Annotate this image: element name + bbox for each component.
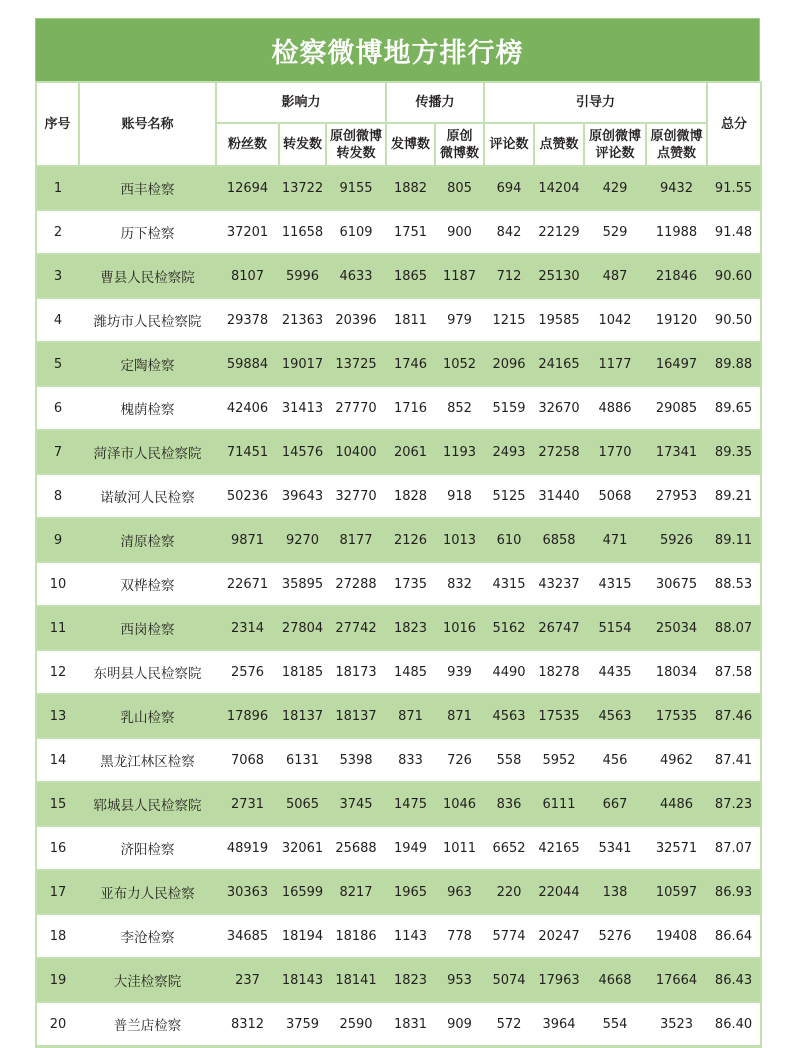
cell-reposts: 18137 xyxy=(279,694,326,738)
cell-comments: 4563 xyxy=(484,694,534,738)
cell-rank: 7 xyxy=(36,430,79,474)
cell-original-comments: 471 xyxy=(584,518,646,562)
cell-original-reposts: 18173 xyxy=(326,650,386,694)
cell-original-posts: 963 xyxy=(435,870,484,914)
cell-likes: 6111 xyxy=(534,782,584,826)
cell-reposts: 31413 xyxy=(279,386,326,430)
cell-fans: 59884 xyxy=(216,342,279,386)
cell-original-comments: 4315 xyxy=(584,562,646,606)
cell-original-reposts: 18186 xyxy=(326,914,386,958)
header-original-posts-line2: 微博数 xyxy=(440,145,480,161)
cell-posts: 1831 xyxy=(386,1002,435,1047)
cell-likes: 18278 xyxy=(534,650,584,694)
cell-original-posts: 1013 xyxy=(435,518,484,562)
cell-original-comments: 5154 xyxy=(584,606,646,650)
cell-original-posts: 939 xyxy=(435,650,484,694)
cell-posts: 1828 xyxy=(386,474,435,518)
header-original-likes xyxy=(646,123,707,166)
cell-likes: 5952 xyxy=(534,738,584,782)
cell-original-reposts: 9155 xyxy=(326,166,386,210)
cell-original-posts: 1052 xyxy=(435,342,484,386)
cell-reposts: 18185 xyxy=(279,650,326,694)
cell-original-likes: 3523 xyxy=(646,1002,707,1047)
cell-reposts: 21363 xyxy=(279,298,326,342)
cell-total-score: 86.40 xyxy=(707,1002,761,1047)
table-row xyxy=(36,782,761,826)
cell-comments: 5159 xyxy=(484,386,534,430)
cell-posts: 1811 xyxy=(386,298,435,342)
cell-likes: 3964 xyxy=(534,1002,584,1047)
cell-account-name: 乳山检察 xyxy=(79,694,216,738)
cell-original-posts: 852 xyxy=(435,386,484,430)
cell-total-score: 89.11 xyxy=(707,518,761,562)
cell-original-comments: 1042 xyxy=(584,298,646,342)
table-row xyxy=(36,694,761,738)
cell-fans: 17896 xyxy=(216,694,279,738)
cell-likes: 14204 xyxy=(534,166,584,210)
cell-original-likes: 17664 xyxy=(646,958,707,1002)
cell-rank: 4 xyxy=(36,298,79,342)
cell-original-posts: 918 xyxy=(435,474,484,518)
cell-total-score: 86.64 xyxy=(707,914,761,958)
cell-fans: 34685 xyxy=(216,914,279,958)
cell-likes: 43237 xyxy=(534,562,584,606)
cell-account-name: 双桦检察 xyxy=(79,562,216,606)
cell-rank: 10 xyxy=(36,562,79,606)
table-row xyxy=(36,914,761,958)
cell-original-posts: 900 xyxy=(435,210,484,254)
table-row xyxy=(36,342,761,386)
cell-account-name: 曹县人民检察院 xyxy=(79,254,216,298)
cell-original-posts: 1193 xyxy=(435,430,484,474)
cell-original-likes: 9432 xyxy=(646,166,707,210)
cell-comments: 610 xyxy=(484,518,534,562)
cell-total-score: 86.93 xyxy=(707,870,761,914)
cell-reposts: 18194 xyxy=(279,914,326,958)
cell-account-name: 郓城县人民检察院 xyxy=(79,782,216,826)
header-posts: 发博数 xyxy=(386,123,435,166)
header-account-name: 账号名称 xyxy=(79,82,216,166)
cell-posts: 871 xyxy=(386,694,435,738)
cell-original-comments: 487 xyxy=(584,254,646,298)
header-original-likes-line2: 点赞数 xyxy=(657,145,697,161)
cell-original-posts: 1187 xyxy=(435,254,484,298)
cell-original-likes: 19120 xyxy=(646,298,707,342)
cell-original-reposts: 20396 xyxy=(326,298,386,342)
cell-account-name: 济阳检察 xyxy=(79,826,216,870)
header-likes: 点赞数 xyxy=(534,123,584,166)
cell-total-score: 89.65 xyxy=(707,386,761,430)
cell-original-reposts: 2590 xyxy=(326,1002,386,1047)
cell-fans: 29378 xyxy=(216,298,279,342)
cell-account-name: 李沧检察 xyxy=(79,914,216,958)
cell-account-name: 菏泽市人民检察院 xyxy=(79,430,216,474)
cell-fans: 8107 xyxy=(216,254,279,298)
header-total: 总分 xyxy=(707,82,761,166)
cell-comments: 842 xyxy=(484,210,534,254)
cell-comments: 1215 xyxy=(484,298,534,342)
table-row xyxy=(36,210,761,254)
title-bar xyxy=(35,18,760,81)
cell-posts: 833 xyxy=(386,738,435,782)
cell-posts: 1485 xyxy=(386,650,435,694)
cell-reposts: 14576 xyxy=(279,430,326,474)
page-title: 检察微博地方排行榜 xyxy=(271,37,524,69)
cell-original-reposts: 32770 xyxy=(326,474,386,518)
cell-total-score: 91.55 xyxy=(707,166,761,210)
cell-rank: 6 xyxy=(36,386,79,430)
cell-fans: 71451 xyxy=(216,430,279,474)
cell-original-posts: 1046 xyxy=(435,782,484,826)
cell-posts: 1751 xyxy=(386,210,435,254)
cell-fans: 30363 xyxy=(216,870,279,914)
cell-reposts: 5996 xyxy=(279,254,326,298)
table-row xyxy=(36,562,761,606)
cell-account-name: 清原检察 xyxy=(79,518,216,562)
cell-original-likes: 32571 xyxy=(646,826,707,870)
ranking-board xyxy=(35,18,760,1048)
cell-likes: 31440 xyxy=(534,474,584,518)
cell-fans: 22671 xyxy=(216,562,279,606)
cell-reposts: 35895 xyxy=(279,562,326,606)
cell-posts: 1823 xyxy=(386,606,435,650)
cell-original-likes: 4486 xyxy=(646,782,707,826)
cell-original-reposts: 25688 xyxy=(326,826,386,870)
cell-original-likes: 29085 xyxy=(646,386,707,430)
cell-account-name: 大洼检察院 xyxy=(79,958,216,1002)
cell-rank: 3 xyxy=(36,254,79,298)
header-reposts: 转发数 xyxy=(279,123,326,166)
cell-original-likes: 16497 xyxy=(646,342,707,386)
table-row xyxy=(36,958,761,1002)
cell-account-name: 定陶检察 xyxy=(79,342,216,386)
cell-original-comments: 1177 xyxy=(584,342,646,386)
table-row xyxy=(36,826,761,870)
cell-original-posts: 953 xyxy=(435,958,484,1002)
cell-account-name: 西岗检察 xyxy=(79,606,216,650)
cell-comments: 4315 xyxy=(484,562,534,606)
cell-posts: 2126 xyxy=(386,518,435,562)
cell-rank: 15 xyxy=(36,782,79,826)
cell-comments: 572 xyxy=(484,1002,534,1047)
cell-original-reposts: 6109 xyxy=(326,210,386,254)
cell-total-score: 86.43 xyxy=(707,958,761,1002)
cell-posts: 1143 xyxy=(386,914,435,958)
cell-fans: 7068 xyxy=(216,738,279,782)
header-group-influence: 影响力 xyxy=(216,82,386,123)
cell-fans: 2731 xyxy=(216,782,279,826)
header-fans: 粉丝数 xyxy=(216,123,279,166)
cell-reposts: 5065 xyxy=(279,782,326,826)
cell-comments: 5774 xyxy=(484,914,534,958)
cell-rank: 8 xyxy=(36,474,79,518)
cell-likes: 25130 xyxy=(534,254,584,298)
header-original-reposts-line2: 转发数 xyxy=(336,145,376,161)
cell-original-posts: 832 xyxy=(435,562,484,606)
cell-account-name: 东明县人民检察院 xyxy=(79,650,216,694)
cell-rank: 17 xyxy=(36,870,79,914)
cell-rank: 2 xyxy=(36,210,79,254)
cell-fans: 2314 xyxy=(216,606,279,650)
cell-original-posts: 909 xyxy=(435,1002,484,1047)
cell-rank: 11 xyxy=(36,606,79,650)
cell-reposts: 27804 xyxy=(279,606,326,650)
cell-original-likes: 21846 xyxy=(646,254,707,298)
cell-account-name: 诺敏河人民检察 xyxy=(79,474,216,518)
cell-original-reposts: 4633 xyxy=(326,254,386,298)
cell-reposts: 19017 xyxy=(279,342,326,386)
table-row xyxy=(36,870,761,914)
cell-comments: 2493 xyxy=(484,430,534,474)
cell-likes: 24165 xyxy=(534,342,584,386)
cell-fans: 9871 xyxy=(216,518,279,562)
cell-original-comments: 554 xyxy=(584,1002,646,1047)
cell-original-comments: 667 xyxy=(584,782,646,826)
cell-rank: 12 xyxy=(36,650,79,694)
cell-reposts: 11658 xyxy=(279,210,326,254)
cell-posts: 2061 xyxy=(386,430,435,474)
cell-original-likes: 17535 xyxy=(646,694,707,738)
cell-comments: 4490 xyxy=(484,650,534,694)
cell-original-posts: 778 xyxy=(435,914,484,958)
cell-total-score: 87.07 xyxy=(707,826,761,870)
header-original-posts xyxy=(435,123,484,166)
cell-original-posts: 1016 xyxy=(435,606,484,650)
table-row xyxy=(36,430,761,474)
cell-account-name: 西丰检察 xyxy=(79,166,216,210)
cell-posts: 1475 xyxy=(386,782,435,826)
cell-total-score: 90.50 xyxy=(707,298,761,342)
header-original-comments-line2: 评论数 xyxy=(595,145,635,161)
cell-rank: 19 xyxy=(36,958,79,1002)
cell-original-reposts: 3745 xyxy=(326,782,386,826)
cell-likes: 42165 xyxy=(534,826,584,870)
cell-comments: 220 xyxy=(484,870,534,914)
header-rank: 序号 xyxy=(36,82,79,166)
cell-total-score: 88.07 xyxy=(707,606,761,650)
header-original-comments xyxy=(584,123,646,166)
cell-original-comments: 138 xyxy=(584,870,646,914)
cell-comments: 6652 xyxy=(484,826,534,870)
cell-comments: 5125 xyxy=(484,474,534,518)
cell-original-likes: 19408 xyxy=(646,914,707,958)
cell-original-reposts: 8177 xyxy=(326,518,386,562)
cell-comments: 694 xyxy=(484,166,534,210)
cell-original-reposts: 10400 xyxy=(326,430,386,474)
cell-total-score: 90.60 xyxy=(707,254,761,298)
cell-original-comments: 429 xyxy=(584,166,646,210)
cell-posts: 1735 xyxy=(386,562,435,606)
table-row xyxy=(36,518,761,562)
cell-comments: 712 xyxy=(484,254,534,298)
cell-original-reposts: 27770 xyxy=(326,386,386,430)
cell-likes: 22044 xyxy=(534,870,584,914)
header-comments: 评论数 xyxy=(484,123,534,166)
cell-original-likes: 10597 xyxy=(646,870,707,914)
cell-comments: 836 xyxy=(484,782,534,826)
cell-original-comments: 1770 xyxy=(584,430,646,474)
cell-total-score: 89.21 xyxy=(707,474,761,518)
cell-fans: 50236 xyxy=(216,474,279,518)
cell-original-likes: 18034 xyxy=(646,650,707,694)
table-row xyxy=(36,738,761,782)
cell-rank: 5 xyxy=(36,342,79,386)
cell-reposts: 32061 xyxy=(279,826,326,870)
cell-likes: 17535 xyxy=(534,694,584,738)
cell-total-score: 87.41 xyxy=(707,738,761,782)
header-original-reposts-line1: 原创微博 xyxy=(329,128,382,144)
cell-original-posts: 1011 xyxy=(435,826,484,870)
table-header xyxy=(36,82,761,166)
cell-rank: 13 xyxy=(36,694,79,738)
cell-original-likes: 5926 xyxy=(646,518,707,562)
cell-original-likes: 11988 xyxy=(646,210,707,254)
cell-account-name: 亚布力人民检察 xyxy=(79,870,216,914)
cell-rank: 1 xyxy=(36,166,79,210)
cell-original-likes: 25034 xyxy=(646,606,707,650)
cell-fans: 12694 xyxy=(216,166,279,210)
cell-original-reposts: 8217 xyxy=(326,870,386,914)
header-original-reposts xyxy=(326,123,386,166)
table-row xyxy=(36,474,761,518)
cell-fans: 237 xyxy=(216,958,279,1002)
table-row xyxy=(36,166,761,210)
header-original-likes-line1: 原创微博 xyxy=(650,128,703,144)
cell-likes: 20247 xyxy=(534,914,584,958)
cell-reposts: 6131 xyxy=(279,738,326,782)
cell-original-comments: 456 xyxy=(584,738,646,782)
cell-total-score: 89.35 xyxy=(707,430,761,474)
cell-fans: 42406 xyxy=(216,386,279,430)
cell-original-likes: 27953 xyxy=(646,474,707,518)
table-row xyxy=(36,606,761,650)
cell-likes: 17963 xyxy=(534,958,584,1002)
table-body xyxy=(36,166,761,1047)
header-original-posts-line1: 原创 xyxy=(446,128,473,144)
header-group-guidance: 引导力 xyxy=(484,82,707,123)
cell-total-score: 91.48 xyxy=(707,210,761,254)
cell-comments: 5074 xyxy=(484,958,534,1002)
cell-original-reposts: 13725 xyxy=(326,342,386,386)
cell-fans: 48919 xyxy=(216,826,279,870)
cell-rank: 9 xyxy=(36,518,79,562)
cell-posts: 1746 xyxy=(386,342,435,386)
cell-fans: 8312 xyxy=(216,1002,279,1047)
table-row xyxy=(36,1002,761,1047)
cell-account-name: 黑龙江林区检察 xyxy=(79,738,216,782)
cell-reposts: 9270 xyxy=(279,518,326,562)
table-row xyxy=(36,298,761,342)
header-group-spread: 传播力 xyxy=(386,82,484,123)
cell-reposts: 16599 xyxy=(279,870,326,914)
cell-likes: 19585 xyxy=(534,298,584,342)
cell-likes: 6858 xyxy=(534,518,584,562)
cell-fans: 2576 xyxy=(216,650,279,694)
cell-account-name: 潍坊市人民检察院 xyxy=(79,298,216,342)
cell-rank: 18 xyxy=(36,914,79,958)
cell-original-reposts: 5398 xyxy=(326,738,386,782)
table-row xyxy=(36,650,761,694)
cell-likes: 32670 xyxy=(534,386,584,430)
cell-account-name: 槐荫检察 xyxy=(79,386,216,430)
cell-original-likes: 30675 xyxy=(646,562,707,606)
cell-original-posts: 726 xyxy=(435,738,484,782)
cell-original-comments: 4563 xyxy=(584,694,646,738)
cell-comments: 558 xyxy=(484,738,534,782)
table-row xyxy=(36,254,761,298)
cell-original-posts: 871 xyxy=(435,694,484,738)
cell-original-comments: 5068 xyxy=(584,474,646,518)
cell-original-comments: 4886 xyxy=(584,386,646,430)
cell-posts: 1823 xyxy=(386,958,435,1002)
cell-likes: 22129 xyxy=(534,210,584,254)
cell-total-score: 87.23 xyxy=(707,782,761,826)
cell-likes: 26747 xyxy=(534,606,584,650)
ranking-table xyxy=(35,81,762,1048)
cell-rank: 14 xyxy=(36,738,79,782)
cell-original-reposts: 27288 xyxy=(326,562,386,606)
cell-posts: 1865 xyxy=(386,254,435,298)
table-row xyxy=(36,386,761,430)
cell-original-posts: 805 xyxy=(435,166,484,210)
cell-total-score: 89.88 xyxy=(707,342,761,386)
cell-reposts: 18143 xyxy=(279,958,326,1002)
cell-original-comments: 4435 xyxy=(584,650,646,694)
cell-account-name: 普兰店检察 xyxy=(79,1002,216,1047)
cell-original-comments: 5341 xyxy=(584,826,646,870)
cell-total-score: 88.53 xyxy=(707,562,761,606)
header-original-comments-line1: 原创微博 xyxy=(589,128,642,144)
cell-original-reposts: 18141 xyxy=(326,958,386,1002)
cell-reposts: 13722 xyxy=(279,166,326,210)
cell-comments: 5162 xyxy=(484,606,534,650)
cell-original-comments: 5276 xyxy=(584,914,646,958)
cell-fans: 37201 xyxy=(216,210,279,254)
cell-posts: 1716 xyxy=(386,386,435,430)
cell-posts: 1949 xyxy=(386,826,435,870)
cell-original-reposts: 18137 xyxy=(326,694,386,738)
cell-original-posts: 979 xyxy=(435,298,484,342)
cell-reposts: 3759 xyxy=(279,1002,326,1047)
cell-reposts: 39643 xyxy=(279,474,326,518)
cell-original-likes: 4962 xyxy=(646,738,707,782)
cell-comments: 2096 xyxy=(484,342,534,386)
cell-account-name: 历下检察 xyxy=(79,210,216,254)
cell-likes: 27258 xyxy=(534,430,584,474)
cell-total-score: 87.46 xyxy=(707,694,761,738)
cell-rank: 20 xyxy=(36,1002,79,1047)
cell-original-likes: 17341 xyxy=(646,430,707,474)
cell-rank: 16 xyxy=(36,826,79,870)
cell-posts: 1882 xyxy=(386,166,435,210)
cell-posts: 1965 xyxy=(386,870,435,914)
cell-original-comments: 4668 xyxy=(584,958,646,1002)
cell-original-reposts: 27742 xyxy=(326,606,386,650)
cell-total-score: 87.58 xyxy=(707,650,761,694)
cell-original-comments: 529 xyxy=(584,210,646,254)
